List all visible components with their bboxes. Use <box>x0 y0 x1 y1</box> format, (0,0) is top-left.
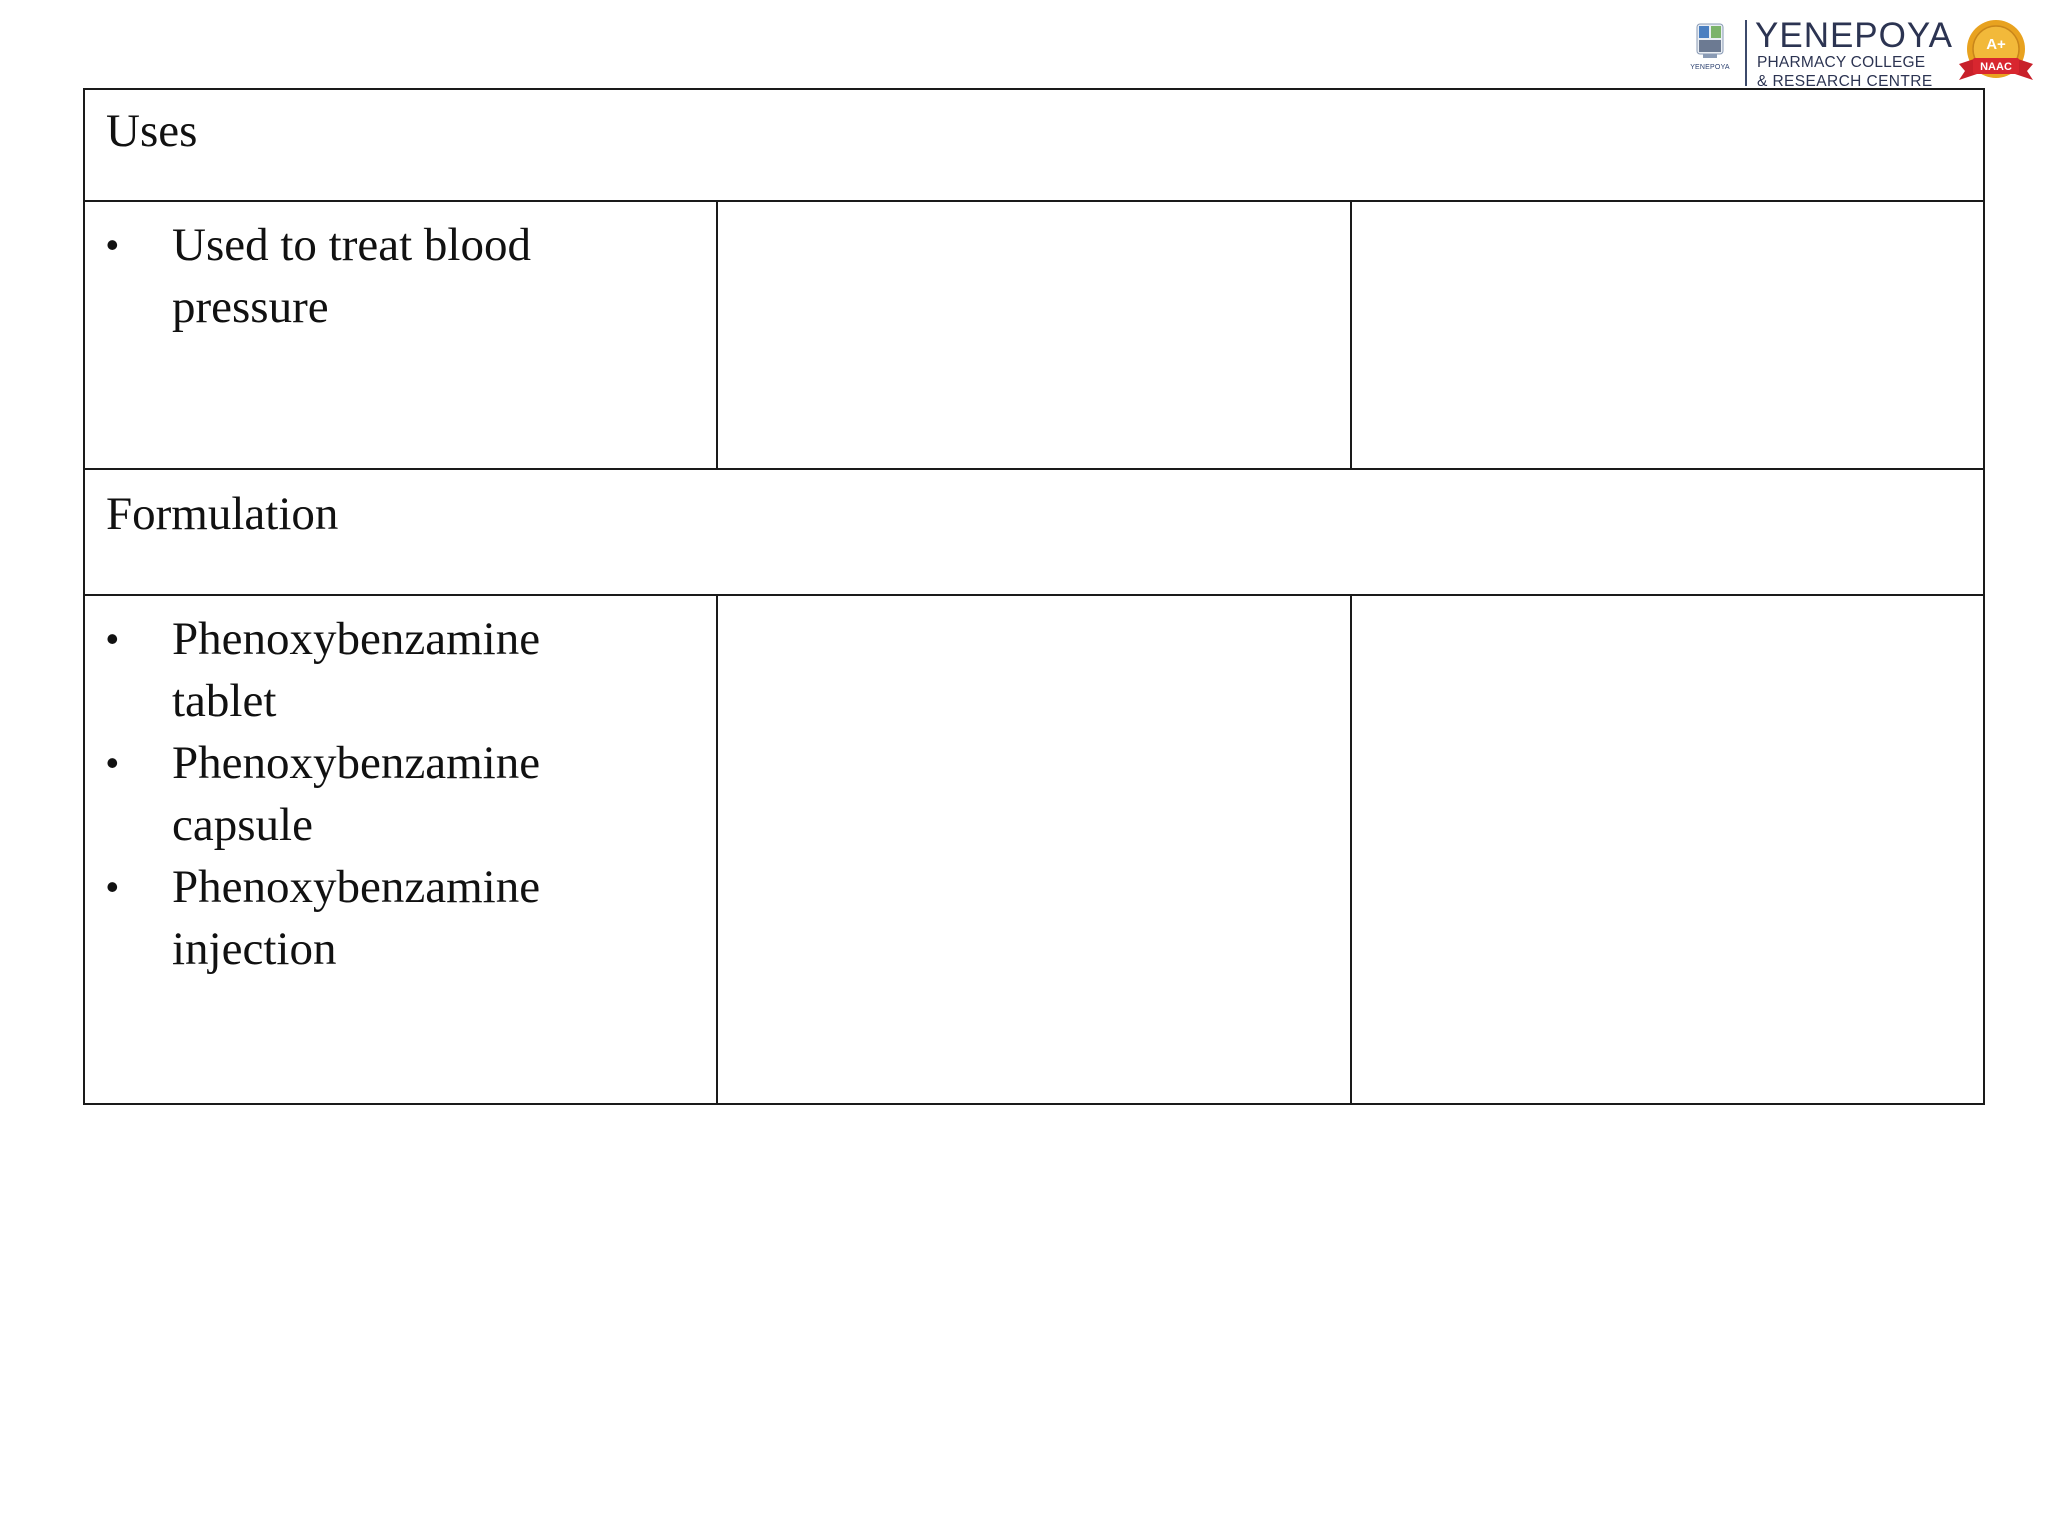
naac-grade-text: A+ <box>1986 36 2006 53</box>
naac-org-text: NAAC <box>1980 61 2012 73</box>
crest-icon <box>1683 22 1737 88</box>
formulation-heading: Formulation <box>106 488 339 540</box>
list-item <box>106 214 716 338</box>
bullet-icon: • <box>106 618 119 659</box>
uses-header-cell <box>84 89 1984 201</box>
college-logo <box>1675 16 2037 90</box>
naac-badge-icon <box>1955 16 2037 90</box>
college-name: YENEPOYA <box>1755 16 1953 55</box>
formulation-item-text: Phenoxybenzamine tablet <box>172 613 541 727</box>
formulation-header-row <box>84 469 1984 595</box>
content-table <box>83 88 1985 1105</box>
formulation-content-cell <box>84 595 717 1104</box>
formulation-empty-cell-2 <box>717 595 1351 1104</box>
uses-body-row <box>84 201 1984 469</box>
college-subtitle-line1: PHARMACY COLLEGE <box>1757 54 1926 71</box>
crest-caption: YENEPOYA <box>1690 64 1730 71</box>
list-item <box>106 732 716 856</box>
college-subtitle-line2: & RESEARCH CENTRE <box>1757 73 1933 90</box>
uses-item-text: Used to treat blood pressure <box>172 219 531 333</box>
formulation-item-text: Phenoxybenzamine injection <box>172 861 541 975</box>
list-item <box>106 608 716 732</box>
bullet-icon: • <box>106 224 119 265</box>
uses-empty-cell-3 <box>1351 201 1984 469</box>
bullet-icon: • <box>106 866 119 907</box>
formulation-item-text: Phenoxybenzamine capsule <box>172 737 541 851</box>
formulation-empty-cell-3 <box>1351 595 1984 1104</box>
logo-divider <box>1745 20 1747 86</box>
formulation-header-cell <box>84 469 1984 595</box>
formulation-body-row <box>84 595 1984 1104</box>
formulation-list <box>85 596 716 980</box>
uses-header-row <box>84 89 1984 201</box>
uses-heading: Uses <box>106 105 198 157</box>
uses-empty-cell-2 <box>717 201 1351 469</box>
bullet-icon: • <box>106 742 119 783</box>
list-item <box>106 856 716 980</box>
uses-list <box>85 202 716 338</box>
uses-content-cell <box>84 201 717 469</box>
